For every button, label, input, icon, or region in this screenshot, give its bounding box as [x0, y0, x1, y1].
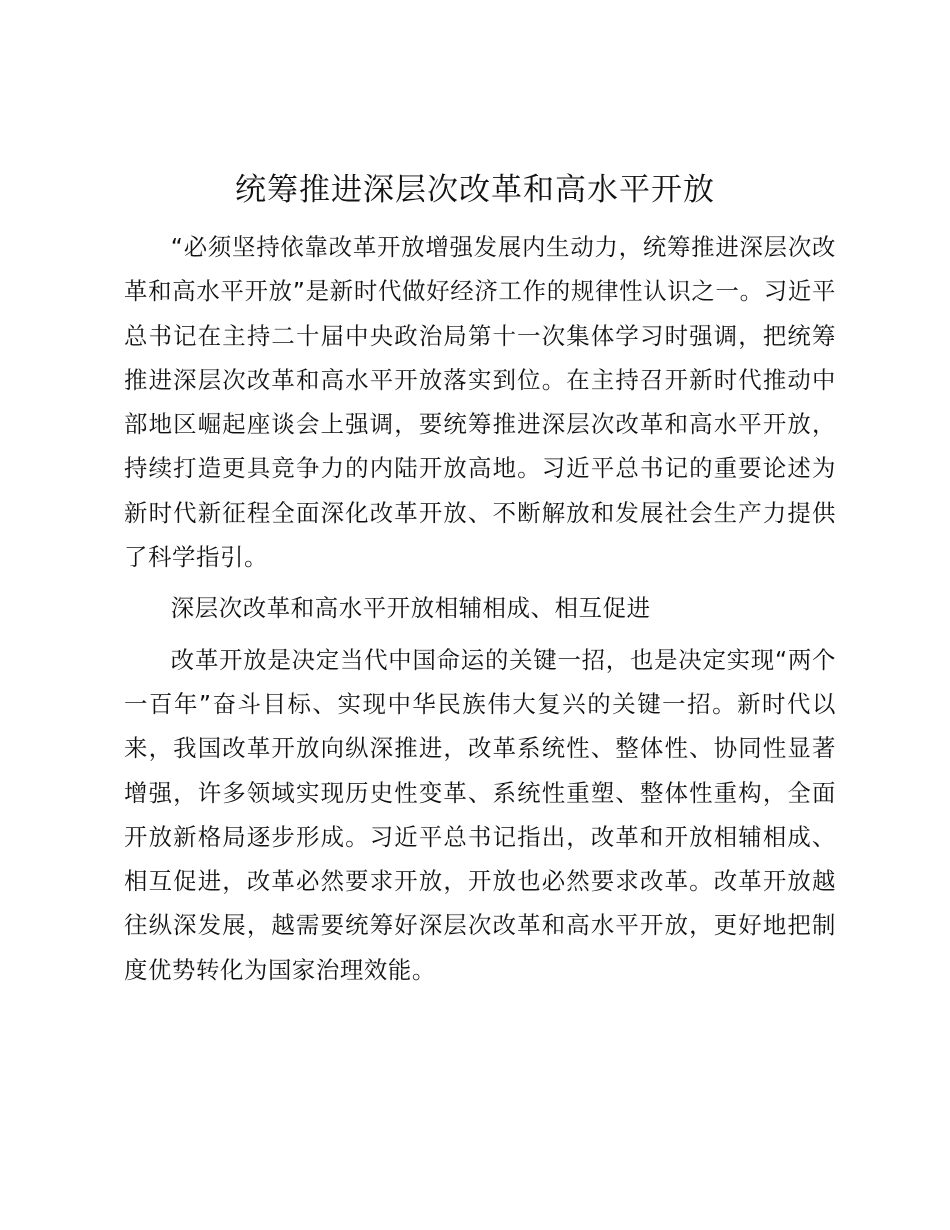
paragraph-reform-opening: 改革开放是决定当代中国命运的关键一招，也是决定实现“两个一百年”奋斗目标、实现中华民族伟大复兴的关键一招。新时代以来，我国改革开放向纵深推进，改革系统性、整体性、协同性显著增强，许多领域实现历史性变革、系统性重塑、整体性重构，全面开放新格局逐步形成。习近平总书记指出，改革和开放相辅相成、相互促进，改革必然要求开放，开放也必然要求改革。改革开放越往纵深发展，越需要统筹好深层次改革和高水平开放，更好地把制度优势转化为国家治理效能。 — [124, 645, 836, 984]
paragraph-intro: “必须坚持依靠改革开放增强发展内生动力，统筹推进深层次改革和高水平开放”是新时代做好经济工作的规律性认识之一。习近平总书记在主持二十届中央政治局第十一次集体学习时强调，把统筹推进深层次改革和高水平开放落实到位。在主持召开新时代推动中部地区崛起座谈会上强调，要统筹推进深层次改革和高水平开放，持续打造更具竞争力的内陆开放高地。习近平总书记的重要论述为新时代新征程全面深化改革开放、不断解放和发展社会生产力提供了科学指引。 — [124, 233, 836, 572]
document-title: 统筹推进深层次改革和高水平开放 — [235, 172, 715, 208]
section-subheading: 深层次改革和高水平开放相辅相成、相互促进 — [170, 594, 651, 623]
document-body — [124, 225, 836, 992]
